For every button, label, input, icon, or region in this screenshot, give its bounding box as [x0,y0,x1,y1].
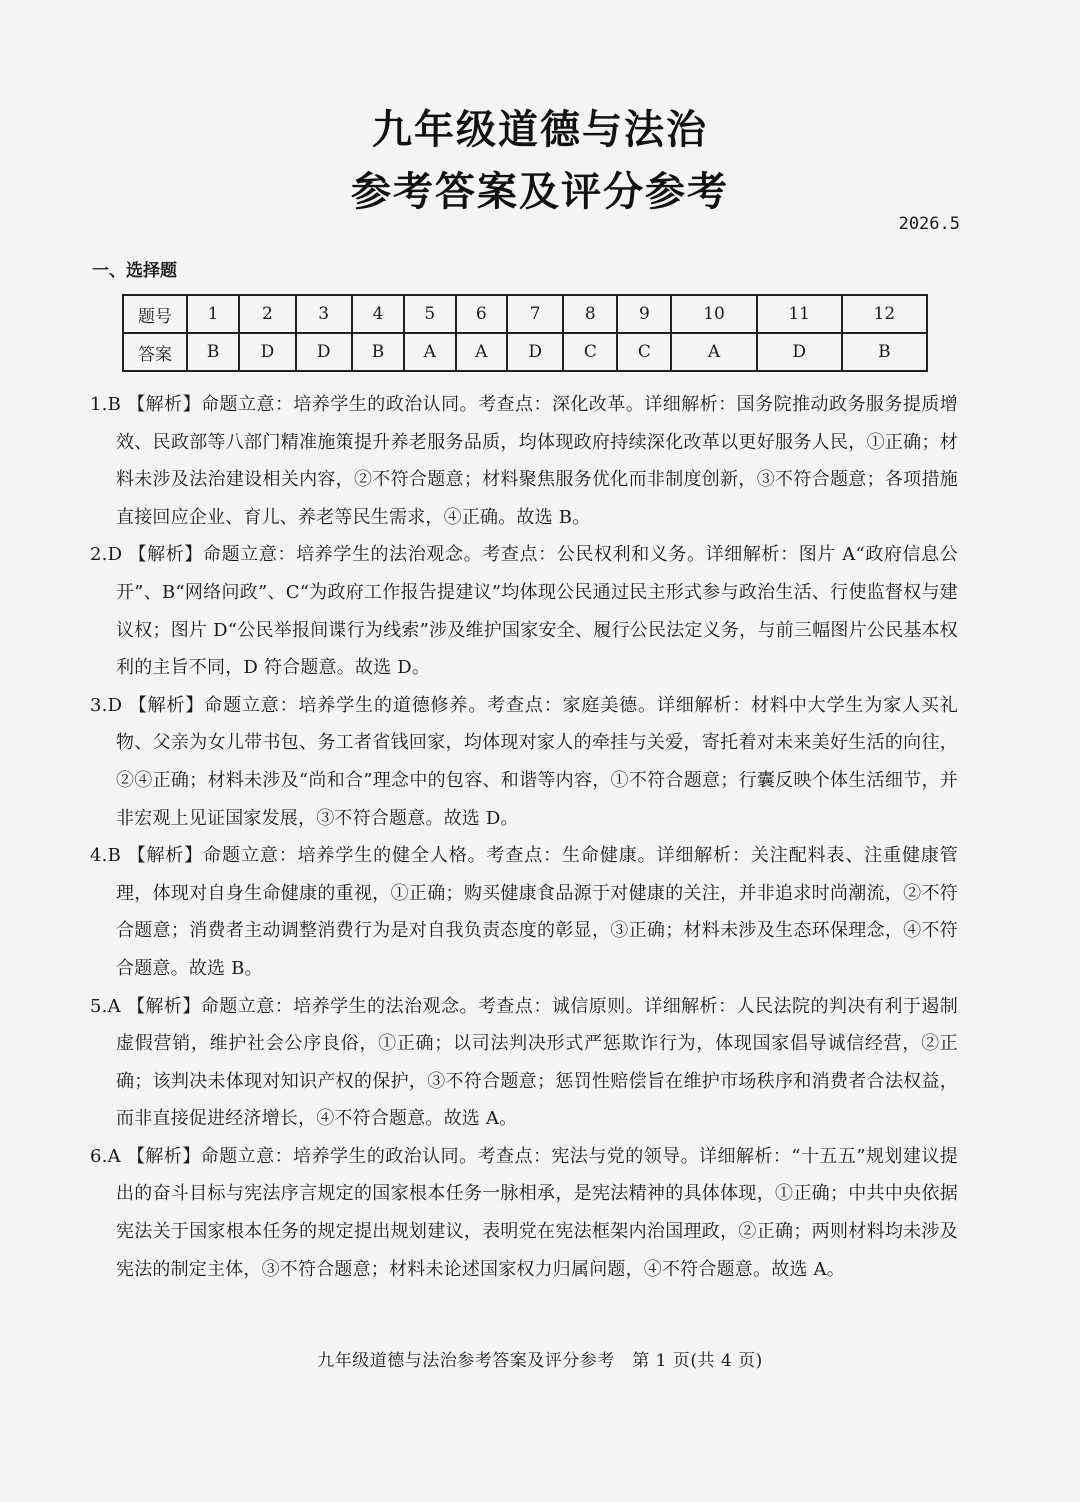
explanations [90,386,958,1288]
question-number-cell: 7 [507,295,563,333]
question-number-cell: 6 [456,295,507,333]
question-number-cell: 2 [239,295,295,333]
question-number-row [123,295,927,333]
answer-cell: A [671,333,756,371]
explanation-item: 6.A 【解析】命题立意：培养学生的政治认同。考查点：宪法与党的领导。详细解析：“十五五”规划建议提出的奋斗目标与宪法序言规定的国家根本任务一脉相承，是宪法精神的具体体现，①正确；中共中央依据宪法关于国家根本任务的规定提出规划建议，表明党在宪法框架内治国理政，②正确；两则材料均未涉及宪法的制定主体，③不符合题意；材料未论述国家权力归属问题，④不符合题意。故选 A。 [90,1145,958,1280]
question-number-header: 题号 [123,295,187,333]
date-label: 2026.5 [898,214,960,234]
explanation-item: 4.B 【解析】命题立意：培养学生的健全人格。考查点：生命健康。详细解析：关注配料表、注重健康管理，体现对自身生命健康的重视，①正确；购买健康食品源于对健康的关注，并非追求时尚潮流，②不符合题意；消费者主动调整消费行为是对自我负责态度的彰显，③正确；材料未涉及生态环保理念，④不符合题意。故选 B。 [90,845,958,979]
explanation-item: 1.B 【解析】命题立意：培养学生的政治认同。考查点：深化改革。详细解析：国务院推动政务服务提质增效、民政部等八部门精准施策提升养老服务品质，均体现政府持续深化改革以更好服务人民，①正确；材料未涉及法治建设相关内容，②不符合题意；材料聚焦服务优化而非制度创新，③不符合题意；各项措施直接回应企业、育儿、养老等民生需求，④正确。故选 B。 [90,394,958,528]
answer-table [122,294,928,372]
answer-cell: C [563,333,617,371]
answer-cell: B [842,333,927,371]
question-number-cell: 9 [617,295,671,333]
answer-cell: A [456,333,507,371]
explanation-item: 2.D 【解析】命题立意：培养学生的法治观念。考查点：公民权利和义务。详细解析：图片 A“政府信息公开”、B“网络问政”、C“为政府工作报告提建议”均体现公民通过民主形式参与政治生活、行使监督权与建议权；图片 D“公民举报间谍行为线索”涉及维护国家安全、履行公民法定义务，与前三幅图片公民基本权利的主旨不同，D 符合题意。故选 D。 [90,544,958,679]
explanation-item: 5.A 【解析】命题立意：培养学生的法治观念。考查点：诚信原则。详细解析：人民法院的判决有利于遏制虚假营销，维护社会公序良俗，①正确；以司法判决形式严惩欺诈行为，体现国家倡导诚信经营，②正确；该判决未体现对知识产权的保护，③不符合题意；惩罚性赔偿旨在维护市场秩序和消费者合法权益，而非直接促进经济增长，④不符合题意。故选 A。 [90,995,958,1130]
question-number-cell: 12 [842,295,927,333]
answer-row [123,333,927,371]
section-title: 一、选择题 [92,261,177,281]
answer-cell: A [404,333,455,371]
explanation-item: 3.D 【解析】命题立意：培养学生的道德修养。考查点：家庭美德。详细解析：材料中大学生为家人买礼物、父亲为女儿带书包、务工者省钱回家，均体现对家人的牵挂与关爱，寄托着对未来美好生活的向往，②④正确；材料未涉及“尚和合”理念中的包容、和谐等内容，①不符合题意；行囊反映个体生活细节，并非宏观上见证国家发展，③不符合题意。故选 D。 [90,694,958,829]
answer-cell: C [617,333,671,371]
question-number-cell: 5 [404,295,455,333]
answer-cell: D [239,333,295,371]
question-number-cell: 3 [296,295,352,333]
answer-cell: B [187,333,239,371]
answer-cell: D [507,333,563,371]
question-number-cell: 10 [671,295,756,333]
answer-header: 答案 [123,333,187,371]
answer-cell: D [296,333,352,371]
page-title: 九年级道德与法治 [372,107,708,153]
page-footer: 九年级道德与法治参考答案及评分参考 第 1 页(共 4 页) [317,1351,763,1371]
question-number-cell: 8 [563,295,617,333]
question-number-cell: 4 [352,295,404,333]
answer-cell: D [757,333,842,371]
page-subtitle: 参考答案及评分参考 [351,169,729,215]
question-number-cell: 11 [757,295,842,333]
question-number-cell: 1 [187,295,239,333]
answer-cell: B [352,333,404,371]
